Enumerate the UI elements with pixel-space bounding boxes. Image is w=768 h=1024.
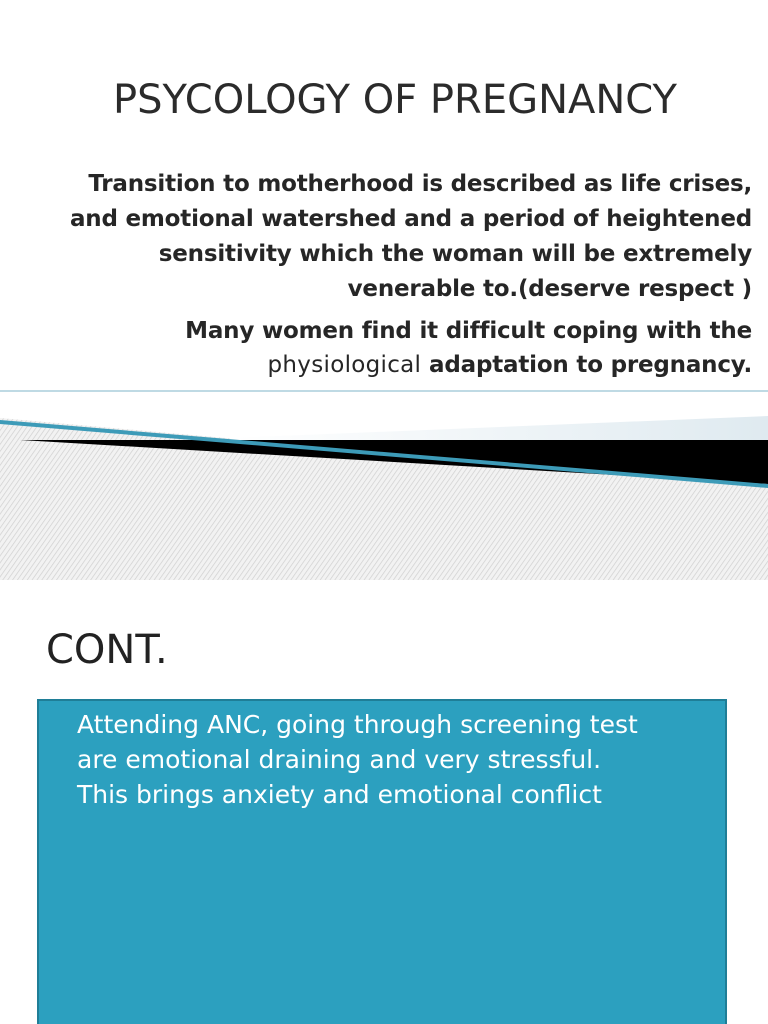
content-box bbox=[37, 699, 727, 1024]
light-band bbox=[230, 416, 768, 440]
coping-paragraph bbox=[2, 314, 752, 382]
slide-1-body bbox=[2, 167, 752, 382]
decorative-bands bbox=[0, 388, 768, 580]
content-box-text bbox=[77, 707, 727, 812]
intro-line-4: venerable to.(deserve respect ) bbox=[347, 276, 752, 302]
intro-line-3: sensitivity which the woman will be extremely bbox=[158, 241, 752, 267]
box-line-1: Attending ANC, going through screening test bbox=[77, 710, 638, 739]
intro-paragraph bbox=[2, 167, 752, 307]
coping-word-physiological: physiological bbox=[267, 352, 422, 378]
box-line-3: This brings anxiety and emotional conflict bbox=[77, 780, 602, 809]
slide-2-title: CONT. bbox=[46, 627, 168, 673]
intro-line-2: and emotional watershed and a period of heightened bbox=[69, 206, 752, 232]
slide-1-title: PSYCOLOGY OF PREGNANCY bbox=[113, 77, 677, 123]
box-line-2: are emotional draining and very stressful. bbox=[77, 745, 602, 774]
coping-line-2-rest: adaptation to pregnancy. bbox=[421, 352, 752, 378]
coping-line-1: Many women find it difficult coping with the bbox=[185, 318, 752, 344]
intro-line-1: Transition to motherhood is described as life crises, bbox=[88, 171, 752, 197]
slide-2 bbox=[0, 580, 768, 1024]
